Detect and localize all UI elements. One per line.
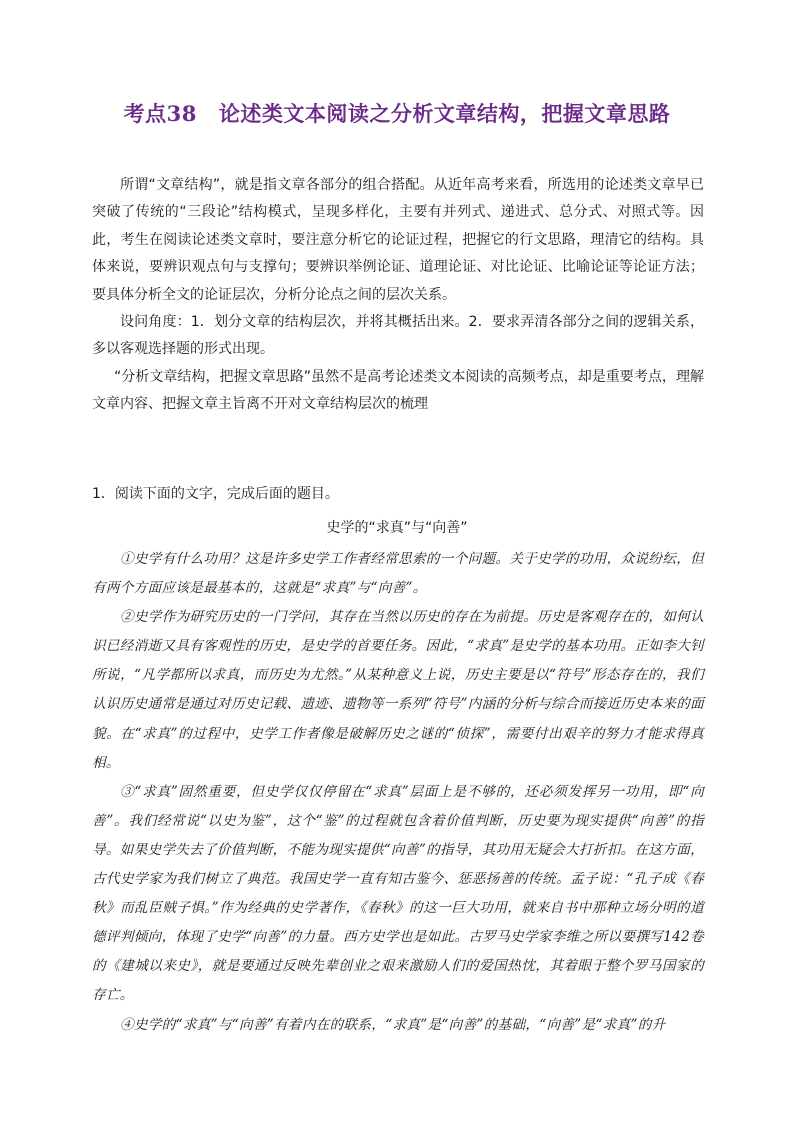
article-title: 史学的“求真”与“向善” (326, 520, 468, 536)
intro-section (92, 172, 704, 419)
intro-paragraph-importance: “分析文章结构，把握文章思路”虽然不是高考论述类文本阅读的高频考点，却是重要考点，理解文章内容、把握文章主旨离不开对文章结构层次的梳理 (92, 368, 704, 413)
article-paragraph: ③“求真”固然重要，但史学仅仅停留在“求真”层面上是不够的，还必须发挥另一功用，即“向善”。我们经常说“以史为鉴”，这个“鉴”的过程就包含着价值判断，历史要为现实提供“向善”的指导。如果史学失去了价值判断，不能为现实提供“向善”的指导，其功用无疑会大打折扣。在这方面，古代史学家为我们树立了典范。我国史学一直有知古鉴今、惩恶扬善的传统。孟子说：“孔子成《春秋》而乱臣贼子惧。”作为经典的史学著作，《春秋》的这一巨大功用，就来自书中那种立场分明的道德评判倾向，体现了史学“向善”的力量。西方史学也是如此。古罗马史学家李维之所以要撰写142卷的《建城以来史》，就是要通过反映先辈创业之艰来激励人们的爱国热忱，其着眼于整个罗马国家的存亡。 (92, 783, 704, 1004)
intro-paragraph-question-angles: 设问角度：1．划分文章的结构层次，并将其概括出来。2．要求弄清各部分之间的逻辑关系，多以客观选择题的形式出现。 (92, 314, 704, 358)
topic-heading: 论述类文本阅读之分析文章结构，把握文章思路 (218, 101, 671, 126)
article-paragraph: ②史学作为研究历史的一门学问，其存在当然以历史的存在为前提。历史是客观存在的，如何认识已经消逝又具有客观性的历史，是史学的首要任务。因此，“求真”是史学的基本功用。正如李大钊所说，“凡学都所以求真，而历史为尤然。”从某种意义上说，历史主要是以“符号”形态存在的，我们认识历史通常是通过对历史记载、遗迹、遗物等一系列“符号”内涵的分析与综合而接近历史本来的面貌。在“求真”的过程中，史学工作者像是破解历史之谜的“侦探”，需要付出艰辛的努力才能求得真相。 (92, 609, 704, 771)
question-prompt: 1．阅读下面的文字，完成后面的题目。 (92, 486, 339, 502)
article-body (92, 545, 704, 1040)
page-title (0, 98, 794, 128)
article-paragraph: ①史学有什么功用？这是许多史学工作者经常思索的一个问题。关于史学的功用，众说纷纭，但有两个方面应该是最基本的，这就是“求真”与“向善”。 (92, 551, 704, 597)
topic-label: 考点38 (123, 101, 197, 126)
article-paragraph: ④史学的“求真”与“向善”有着内在的联系，“求真”是“向善”的基础，“向善”是“求真”的升 (120, 1016, 666, 1033)
intro-paragraph-definition: 所谓“文章结构”，就是指文章各部分的组合搭配。从近年高考来看，所选用的论述类文章早已突破了传统的“三段论”结构模式，呈现多样化，主要有并列式、递进式、总分式、对照式等。因此，考生在阅读论述类文章时，要注意分析它的论证过程，把握它的行文思路，理清它的结构。具体来说，要辨识观点句与支撑句；要辨识举例论证、道理论证、对比论证、比喻论证等论证方法；要具体分析全文的论证层次，分析分论点之间的层次关系。 (92, 177, 704, 303)
